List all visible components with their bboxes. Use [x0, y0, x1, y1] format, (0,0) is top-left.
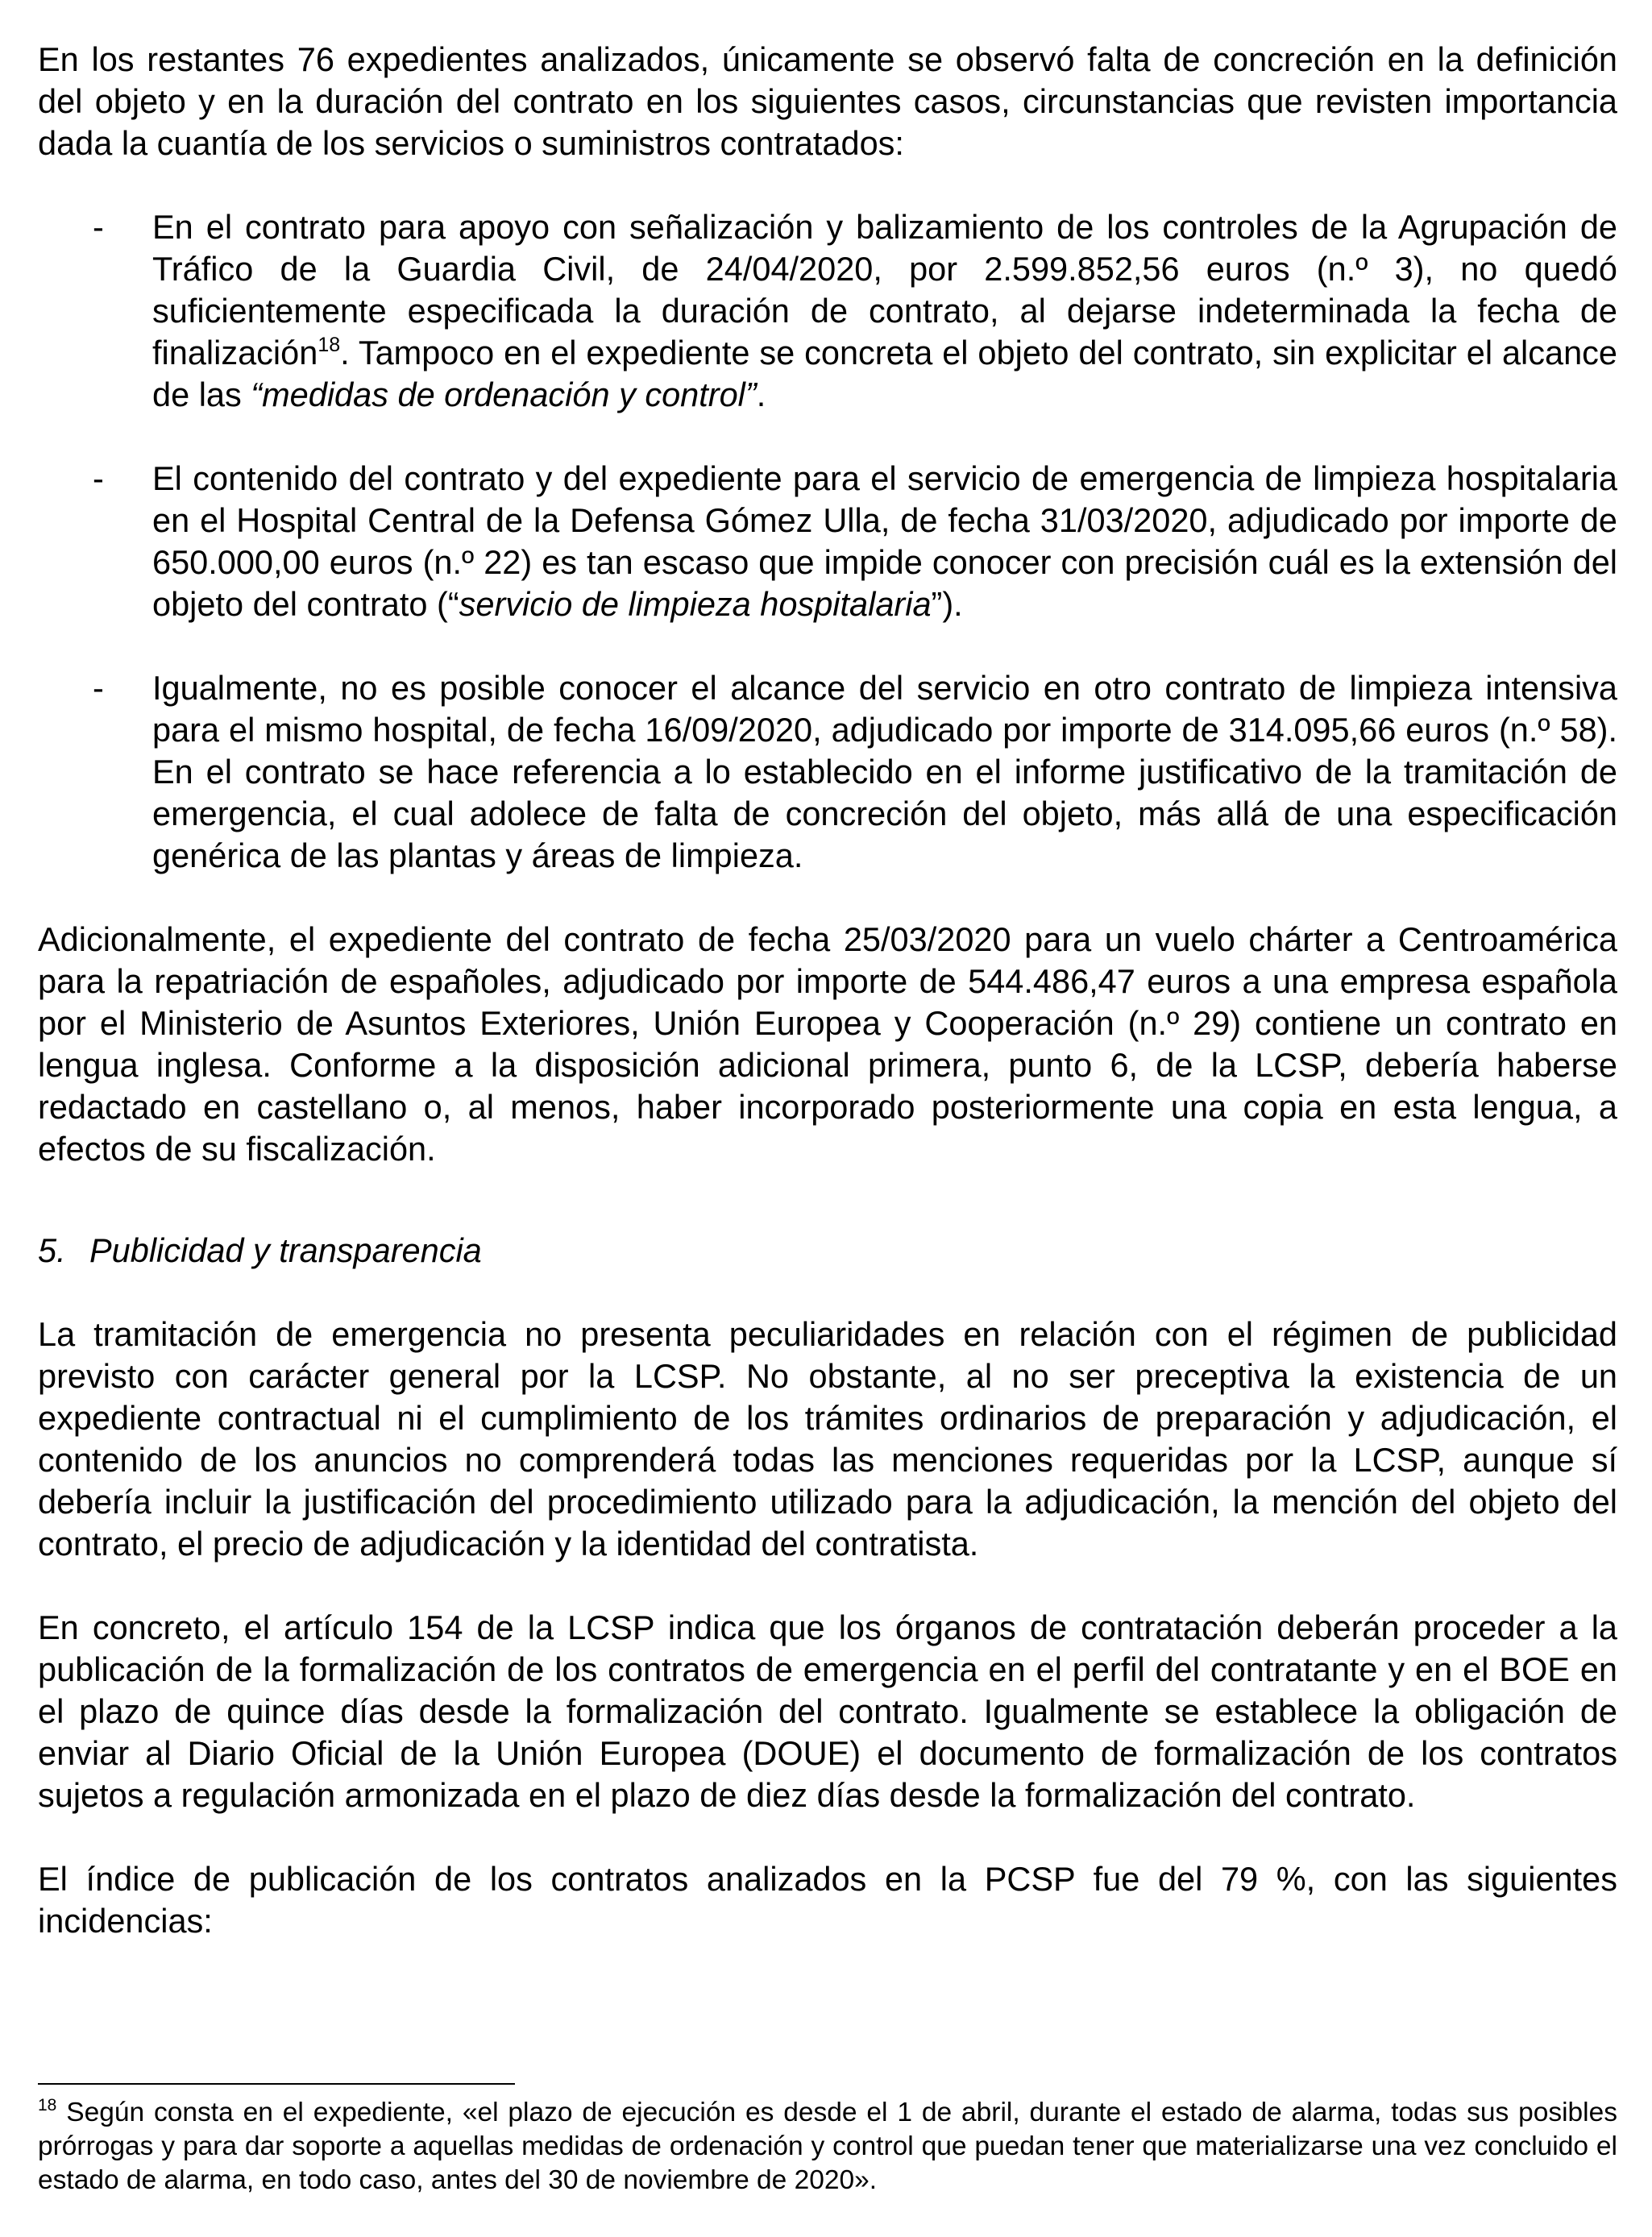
list-item-text: En el contrato para apoyo con señalización y balizamiento de los controles de la Agrupación de Tráfico de la Guardia Civil, de 24/04/2020, por 2.599.852,56 euros (n.º 3), no quedó suficientemente especificada la duración de contrato, al dejarse indeterminada la fecha de finalización — [152, 208, 1617, 371]
list-item-text: . — [756, 376, 766, 413]
body-paragraph: El índice de publicación de los contratos analizados en la PCSP fue del 79 %, con las siguientes incidencias: — [38, 1860, 1617, 1940]
list-item-text: El contenido del contrato y del expediente para el servicio de emergencia de limpieza hospitalaria en el Hospital Central de la Defensa Gómez Ulla, de fecha 31/03/2020, adjudicado por importe de 650.000,00 euros (n.º 22) es tan escaso que impide conocer con precisión cuál es la extensión del objeto del contrato (“ — [152, 459, 1617, 623]
footnote-reference[interactable]: 18 — [318, 334, 341, 356]
list-item-text: . Tampoco en el expediente se concreta el objeto del contrato, sin explicitar el alcance de las — [152, 334, 1617, 413]
intro-paragraph: En los restantes 76 expedientes analizados, únicamente se observó falta de concreción en la definición del objeto y en la duración del contrato en los siguientes casos, circunstancias que revisten importancia dada la cuantía de los servicios o suministros contratados: — [38, 40, 1617, 162]
footnote — [38, 2096, 1617, 2198]
list-item-text: Igualmente, no es posible conocer el alcance del servicio en otro contrato de limpieza intensiva para el mismo hospital, de fecha 16/09/2020, adjudicado por importe de 314.095,66 euros (n.º 58). En el contrato se hace referencia a lo establecido en el informe justificativo de la tramitación de emergencia, el cual adolece de falta de concreción del objeto, más allá de una especificación genérica de las plantas y áreas de limpieza. — [152, 669, 1617, 874]
section-heading — [38, 1230, 1617, 1272]
list-item — [38, 458, 1617, 625]
footnote-divider — [38, 2083, 515, 2085]
list-item-text: ”). — [931, 585, 963, 623]
section-number: 5. — [38, 1231, 66, 1269]
italic-quote: servicio de limpieza hospitalaria — [459, 585, 932, 623]
cases-list — [38, 206, 1617, 877]
list-item — [38, 667, 1617, 877]
section-title: Publicidad y transparencia — [89, 1231, 482, 1269]
footnote-text: Según consta en el expediente, «el plazo de ejecución es desde el 1 de abril, durante el estado de alarma, todas sus posibles prórrogas y para dar soporte a aquellas medidas de ordenación y control que puedan tener que materializarse una vez concluido el estado de alarma, en todo caso, antes del 30 de noviembre de 2020». — [38, 2098, 1617, 2195]
additional-paragraph: Adicionalmente, el expediente del contrato de fecha 25/03/2020 para un vuelo chárter a Centroamérica para la repatriación de españoles, adjudicado por importe de 544.486,47 euros a una empresa española por el Ministerio de Asuntos Exteriores, Unión Europea y Cooperación (n.º 29) contiene un contrato en lengua inglesa. Conforme a la disposición adicional primera, punto 6, de la LCSP, debería haberse redactado en castellano o, al menos, haber incorporado posteriormente una copia en esta lengua, a efectos de su fiscalización. — [38, 920, 1617, 1168]
list-item — [38, 206, 1617, 416]
italic-quote: “medidas de ordenación y control” — [251, 376, 757, 413]
body-paragraph: La tramitación de emergencia no presenta peculiaridades en relación con el régimen de publicidad previsto con carácter general por la LCSP. No obstante, al no ser preceptiva la existencia de un expediente contractual ni el cumplimiento de los trámites ordinarios de preparación y adjudicación, el contenido de los anuncios no comprenderá todas las menciones requeridas por la LCSP, aunque sí debería incluir la justificación del procedimiento utilizado para la adjudicación, la mención del objeto del contrato, el precio de adjudicación y la identidad del contratista. — [38, 1315, 1617, 1563]
list-dash: - — [93, 208, 104, 246]
body-paragraph: En concreto, el artículo 154 de la LCSP indica que los órganos de contratación deberán proceder a la publicación de la formalización de los contratos de emergencia en el perfil del contratante y en el BOE en el plazo de quince días desde la formalización del contrato. Igualmente se establece la obligación de enviar al Diario Oficial de la Unión Europea (DOUE) el documento de formalización de los contratos sujetos a regulación armonizada en el plazo de diez días desde la formalización del contrato. — [38, 1608, 1617, 1814]
list-dash: - — [93, 459, 104, 497]
footnote-number: 18 — [38, 2096, 57, 2115]
document-page — [38, 39, 1617, 1984]
list-dash: - — [93, 669, 104, 707]
